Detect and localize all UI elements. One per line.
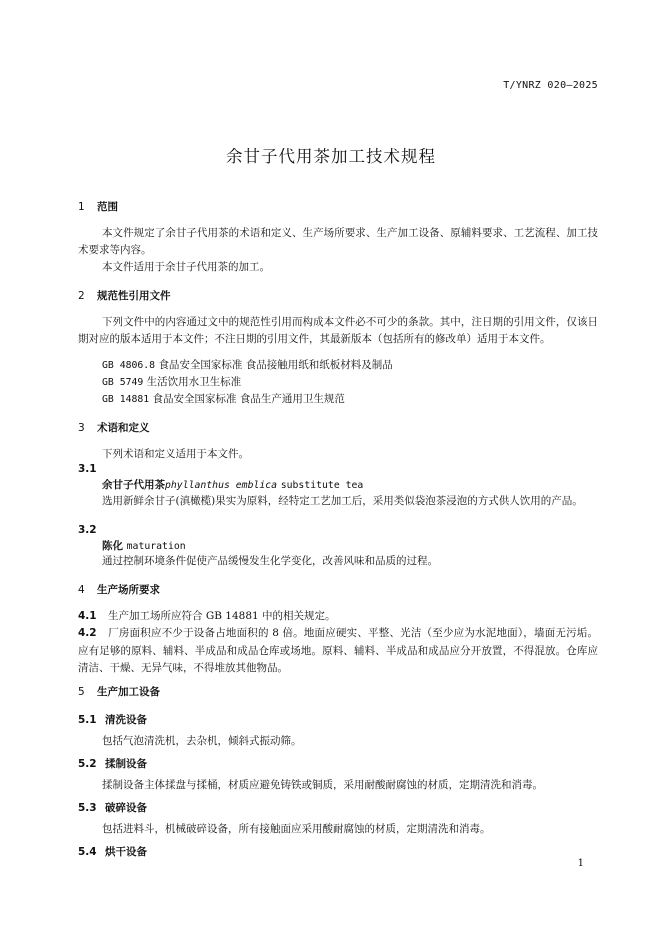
reference-item bbox=[102, 357, 393, 375]
section-2-heading bbox=[78, 288, 171, 303]
subsection-heading bbox=[78, 756, 147, 771]
clause-text: 厂房面积应不少于设备占地面积的 8 倍。地面应硬实、平整、光洁（至少应为水泥地面），墙面无污垢。应有足够的原料、辅料、半成品和成品仓库或场地。原料、辅料、半成品和成品应分开放置，不得混放。仓库应清洁、干燥、无异气味，不得堆放其他物品。 bbox=[78, 627, 598, 674]
term-definition: 通过控制环境条件促使产品缓慢发生化学变化，改善风味和品质的过程。 bbox=[102, 555, 438, 567]
term-chinese: 余甘子代用茶 bbox=[102, 479, 165, 491]
section-3-heading bbox=[78, 420, 150, 435]
section-1-paragraph-2: 本文件适用于余甘子代用茶的加工。 bbox=[102, 261, 270, 273]
section-2-paragraph-1: 下列文件中的内容通过文中的规范性引用而构成本文件必不可少的条款。其中，注日期的引用文件，仅该日期对应的版本适用于本文件；不注日期的引用文件，其最新版本（包括所有的修改单）适用于本文件。 bbox=[78, 316, 598, 345]
section-1-heading bbox=[78, 199, 118, 214]
section-number: 1 bbox=[78, 201, 85, 213]
term-english: substitute tea bbox=[280, 480, 364, 491]
reference-code: GB 14881 bbox=[102, 394, 150, 405]
term-title bbox=[102, 477, 363, 492]
reference-code: GB 5749 bbox=[102, 377, 144, 388]
section-title: 生产加工设备 bbox=[97, 686, 160, 698]
subsection-number: 5.1 bbox=[78, 714, 97, 726]
section-title: 术语和定义 bbox=[97, 422, 150, 434]
section-3-paragraph-1: 下列术语和定义适用于本文件。 bbox=[102, 448, 249, 460]
reference-item bbox=[102, 391, 345, 409]
subsection-text: 揉制设备主体揉盘与揉桶，材质应避免铸铁或铜质，采用耐酸耐腐蚀的材质，定期清洗和消毒。 bbox=[102, 779, 543, 791]
section-title: 生产场所要求 bbox=[97, 584, 160, 596]
term-english: maturation bbox=[126, 541, 186, 552]
subsection-heading bbox=[78, 712, 147, 727]
subsection-number: 5.2 bbox=[78, 758, 97, 770]
document-number: T/YNRZ 020—2025 bbox=[503, 80, 598, 91]
section-title: 规范性引用文件 bbox=[97, 290, 171, 302]
section-5-heading bbox=[78, 684, 160, 699]
reference-item bbox=[102, 374, 241, 392]
reference-name: 食品安全国家标准 食品接触用纸和纸板材料及制品 bbox=[158, 359, 393, 371]
clause-number: 4.1 bbox=[78, 610, 97, 622]
term-latin: phyllanthus emblica bbox=[165, 480, 278, 491]
term-number: 3.1 bbox=[78, 463, 97, 475]
subsection-heading bbox=[78, 844, 147, 859]
section-title: 范围 bbox=[97, 201, 118, 213]
section-4-heading bbox=[78, 582, 160, 597]
section-number: 4 bbox=[78, 584, 85, 596]
reference-name: 食品安全国家标准 食品生产通用卫生规范 bbox=[152, 393, 345, 405]
document-title: 余甘子代用茶加工技术规程 bbox=[226, 147, 436, 166]
subsection-number: 5.3 bbox=[78, 802, 97, 814]
subsection-title: 破碎设备 bbox=[105, 802, 147, 814]
clause-item bbox=[78, 625, 598, 678]
section-number: 5 bbox=[78, 686, 85, 698]
term-chinese: 陈化 bbox=[102, 540, 123, 552]
section-1-paragraph-1: 本文件规定了余甘子代用茶的术语和定义、生产场所要求、生产加工设备、原辅料要求、工艺流程、加工技术要求等内容。 bbox=[78, 227, 598, 256]
subsection-title: 清洗设备 bbox=[105, 714, 147, 726]
reference-name: 生活饮用水卫生标准 bbox=[146, 376, 242, 388]
subsection-number: 5.4 bbox=[78, 846, 97, 858]
subsection-heading bbox=[78, 800, 147, 815]
subsection-text: 包括进料斗，机械破碎设备，所有接触面应采用酸耐腐蚀的材质，定期清洗和消毒。 bbox=[102, 823, 491, 835]
term-number: 3.2 bbox=[78, 524, 97, 536]
subsection-title: 揉制设备 bbox=[105, 758, 147, 770]
subsection-text: 包括气泡清洗机，去杂机，倾斜式振动筛。 bbox=[102, 735, 302, 747]
page-number: 1 bbox=[577, 858, 584, 869]
term-title bbox=[102, 538, 186, 553]
clause-number: 4.2 bbox=[78, 627, 97, 639]
term-definition: 选用新鲜余甘子(滇橄榄)果实为原料，经特定工艺加工后，采用类似袋泡茶浸泡的方式供人饮用的产品。 bbox=[102, 495, 583, 507]
subsection-title: 烘干设备 bbox=[105, 846, 147, 858]
reference-code: GB 4806.8 bbox=[102, 360, 156, 371]
clause-text: 生产加工场所应符合 GB 14881 中的相关规定。 bbox=[108, 610, 336, 622]
section-number: 3 bbox=[78, 422, 85, 434]
clause-item bbox=[78, 608, 336, 626]
section-number: 2 bbox=[78, 290, 85, 302]
